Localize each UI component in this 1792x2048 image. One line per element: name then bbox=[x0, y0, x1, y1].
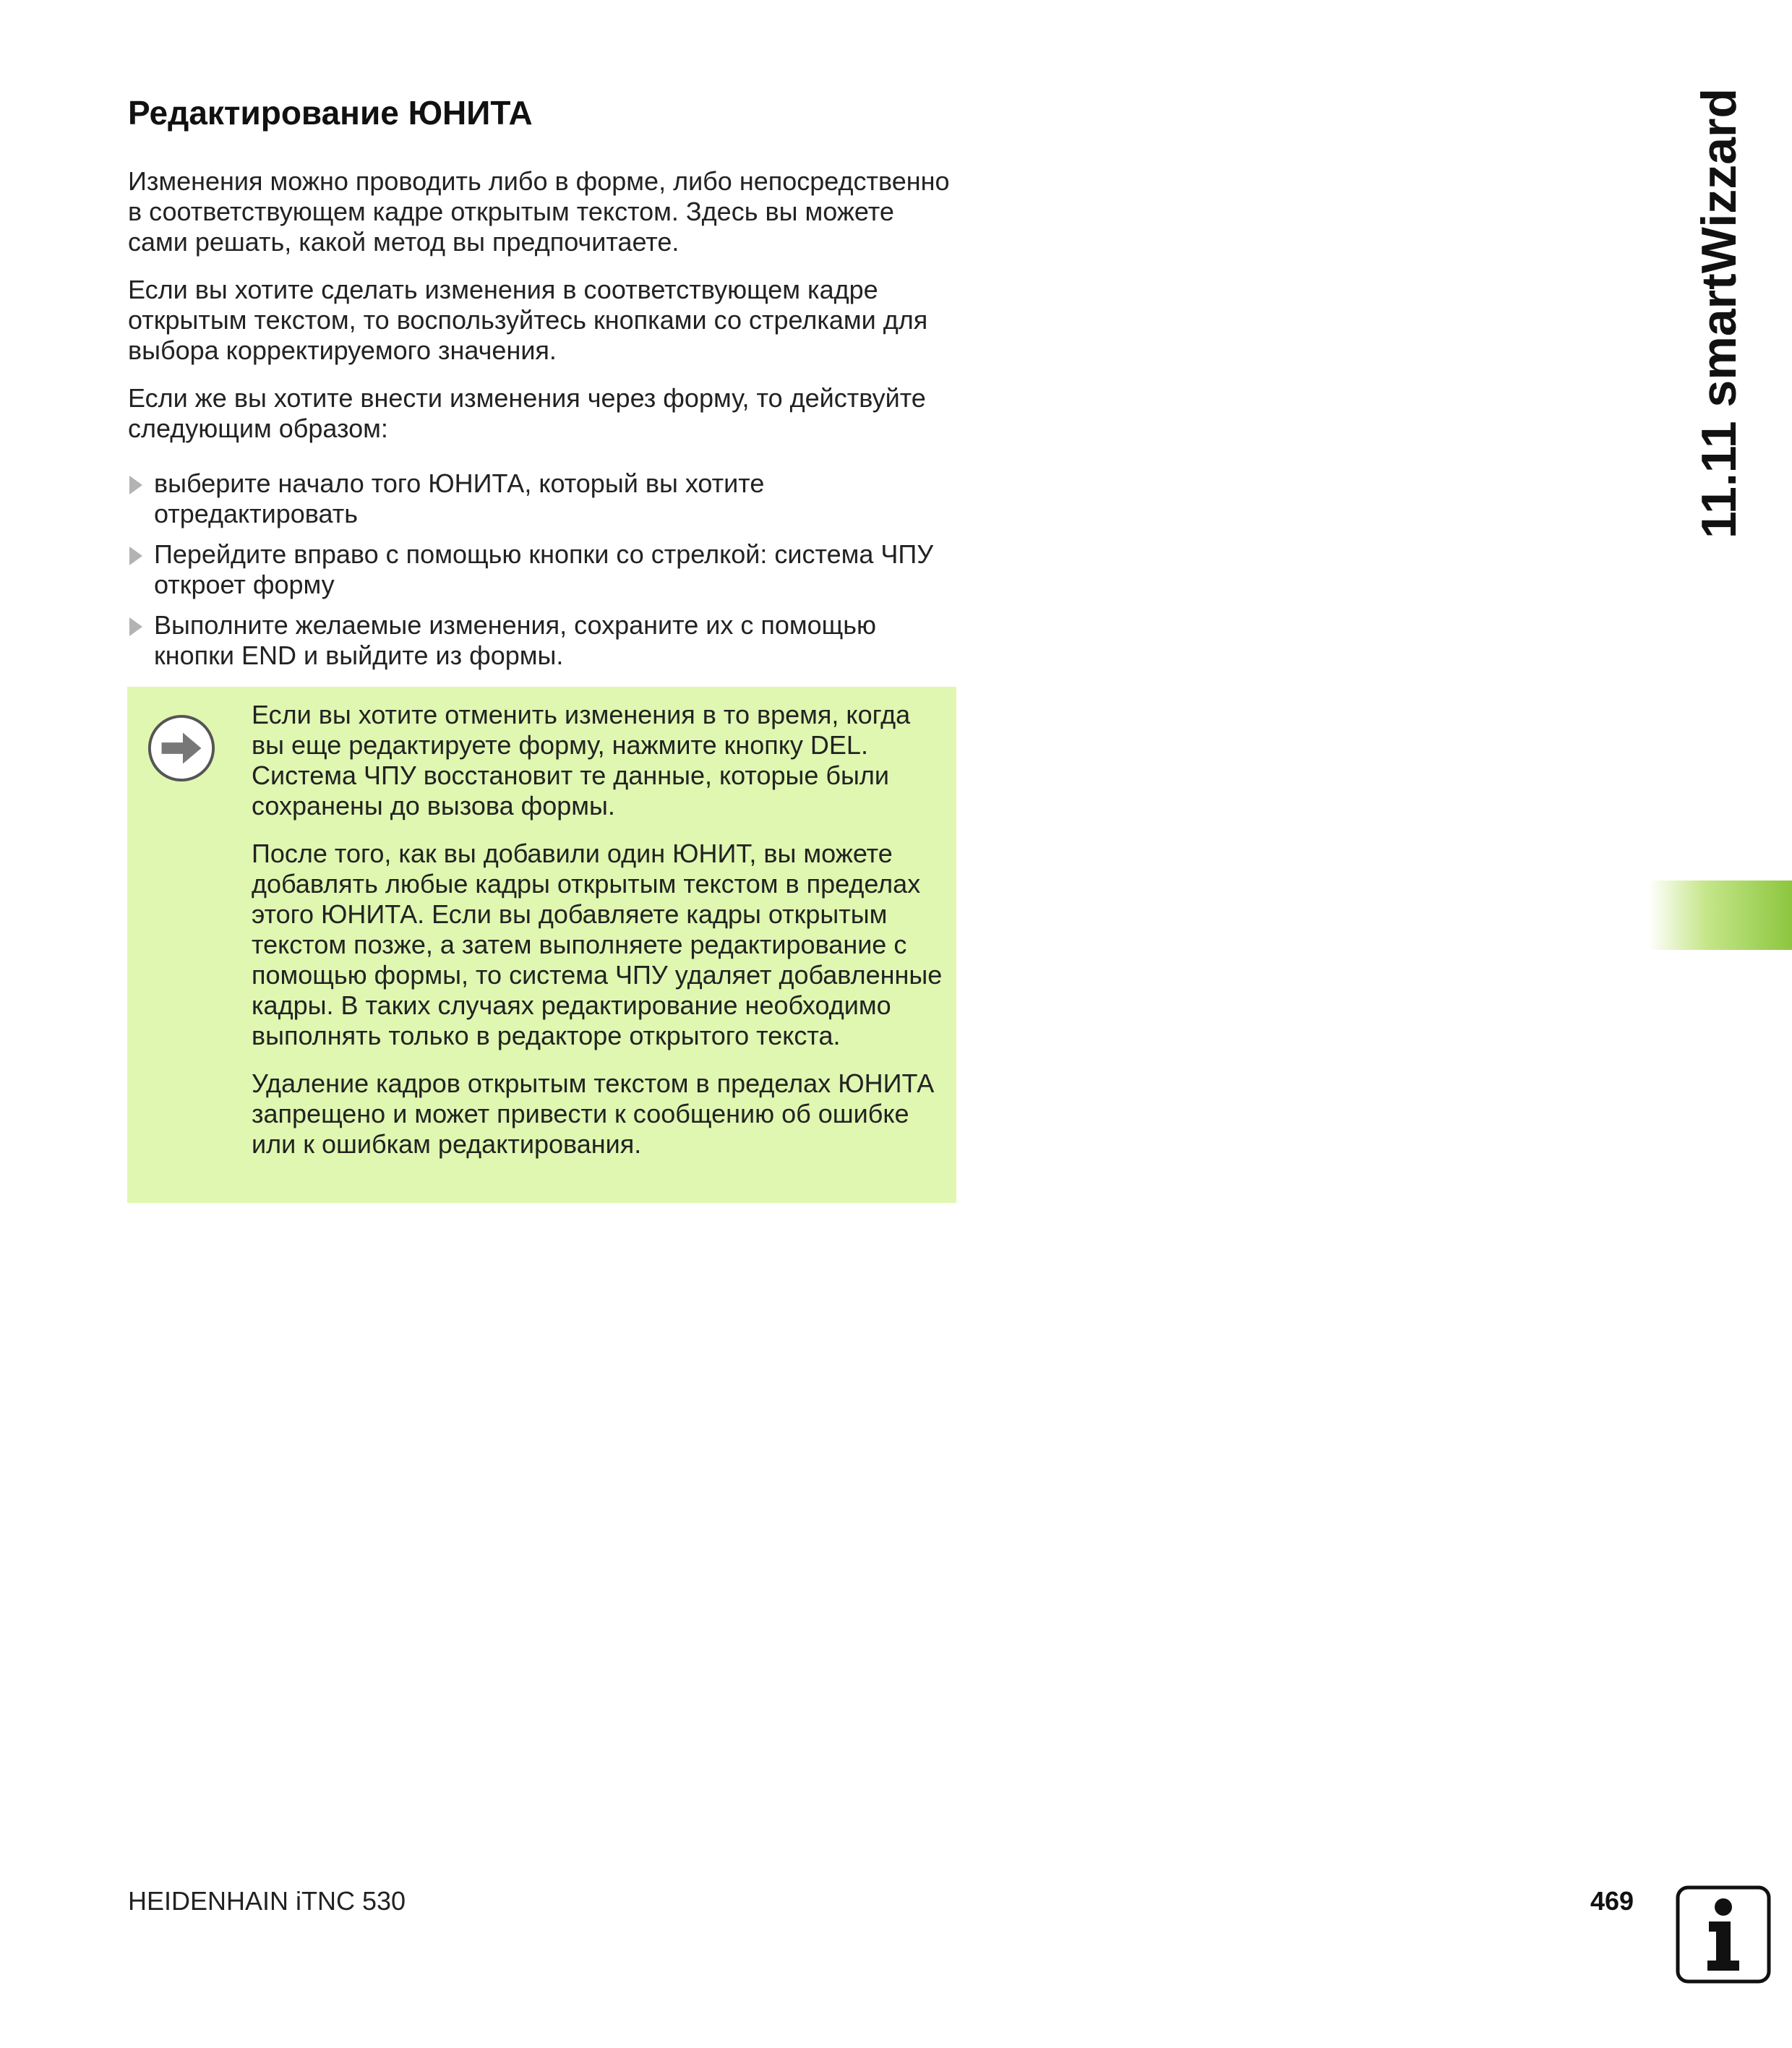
arrow-right-circle-icon bbox=[146, 713, 217, 784]
note-paragraph: Если вы хотите отменить изменения в то время, когда вы еще редактируете форму, нажмите кнопку DEL. Система ЧПУ восстановит те данные, которые были сохранены до вызова формы. bbox=[252, 700, 911, 821]
note-box bbox=[127, 687, 956, 1203]
footer-product-name: HEIDENHAIN iTNC 530 bbox=[128, 1886, 406, 1916]
chapter-tab-marker bbox=[1648, 881, 1792, 950]
list-item bbox=[128, 468, 958, 529]
section-heading: Редактирование ЮНИТА bbox=[128, 94, 533, 132]
paragraph: Если вы хотите сделать изменения в соответствующем кадре открытым текстом, то воспользуйтесь кнопками со стрелками для выбора корректируемого значения. bbox=[128, 275, 928, 365]
main-content bbox=[128, 91, 958, 681]
step-text: Выполните желаемые изменения, сохраните их с помощью кнопки END и выйдите из формы. bbox=[154, 610, 877, 670]
list-item bbox=[128, 610, 958, 671]
page-number: 469 bbox=[1590, 1886, 1634, 1916]
info-icon bbox=[1676, 1885, 1771, 1984]
bullet-triangle-icon bbox=[129, 476, 142, 494]
step-text: Перейдите вправо с помощью кнопки со стрелкой: система ЧПУ откроет форму bbox=[154, 539, 934, 599]
paragraph: Изменения можно проводить либо в форме, либо непосредственно в соответствующем кадре открытым текстом. Здесь вы можете сами решать, какой метод вы предпочитаете. bbox=[128, 166, 950, 257]
paragraph: Если же вы хотите внести изменения через форму, то действуйте следующим образом: bbox=[128, 383, 926, 443]
note-paragraph: После того, как вы добавили один ЮНИТ, вы можете добавлять любые кадры открытым текстом в пределах этого ЮНИТА. Если вы добавляете кадры открытым текстом позже, а затем выполняете редактирование с помощью формы, то система ЧПУ удаляет добавленные кадры. В таких случаях редактирование необходимо выполнять только в редакторе открытого текста. bbox=[252, 839, 943, 1050]
list-item bbox=[128, 539, 958, 600]
bullet-triangle-icon bbox=[129, 617, 142, 636]
step-text: выберите начало того ЮНИТА, который вы хотите отредактировать bbox=[154, 468, 765, 528]
chapter-side-title: 11.11 smartWizzard bbox=[1692, 87, 1746, 539]
bullet-triangle-icon bbox=[129, 547, 142, 565]
note-text bbox=[252, 700, 946, 1177]
steps-list bbox=[128, 468, 958, 671]
note-paragraph: Удаление кадров открытым текстом в пределах ЮНИТА запрещено и может привести к сообщению об ошибке или к ошибкам редактирования. bbox=[252, 1068, 935, 1159]
